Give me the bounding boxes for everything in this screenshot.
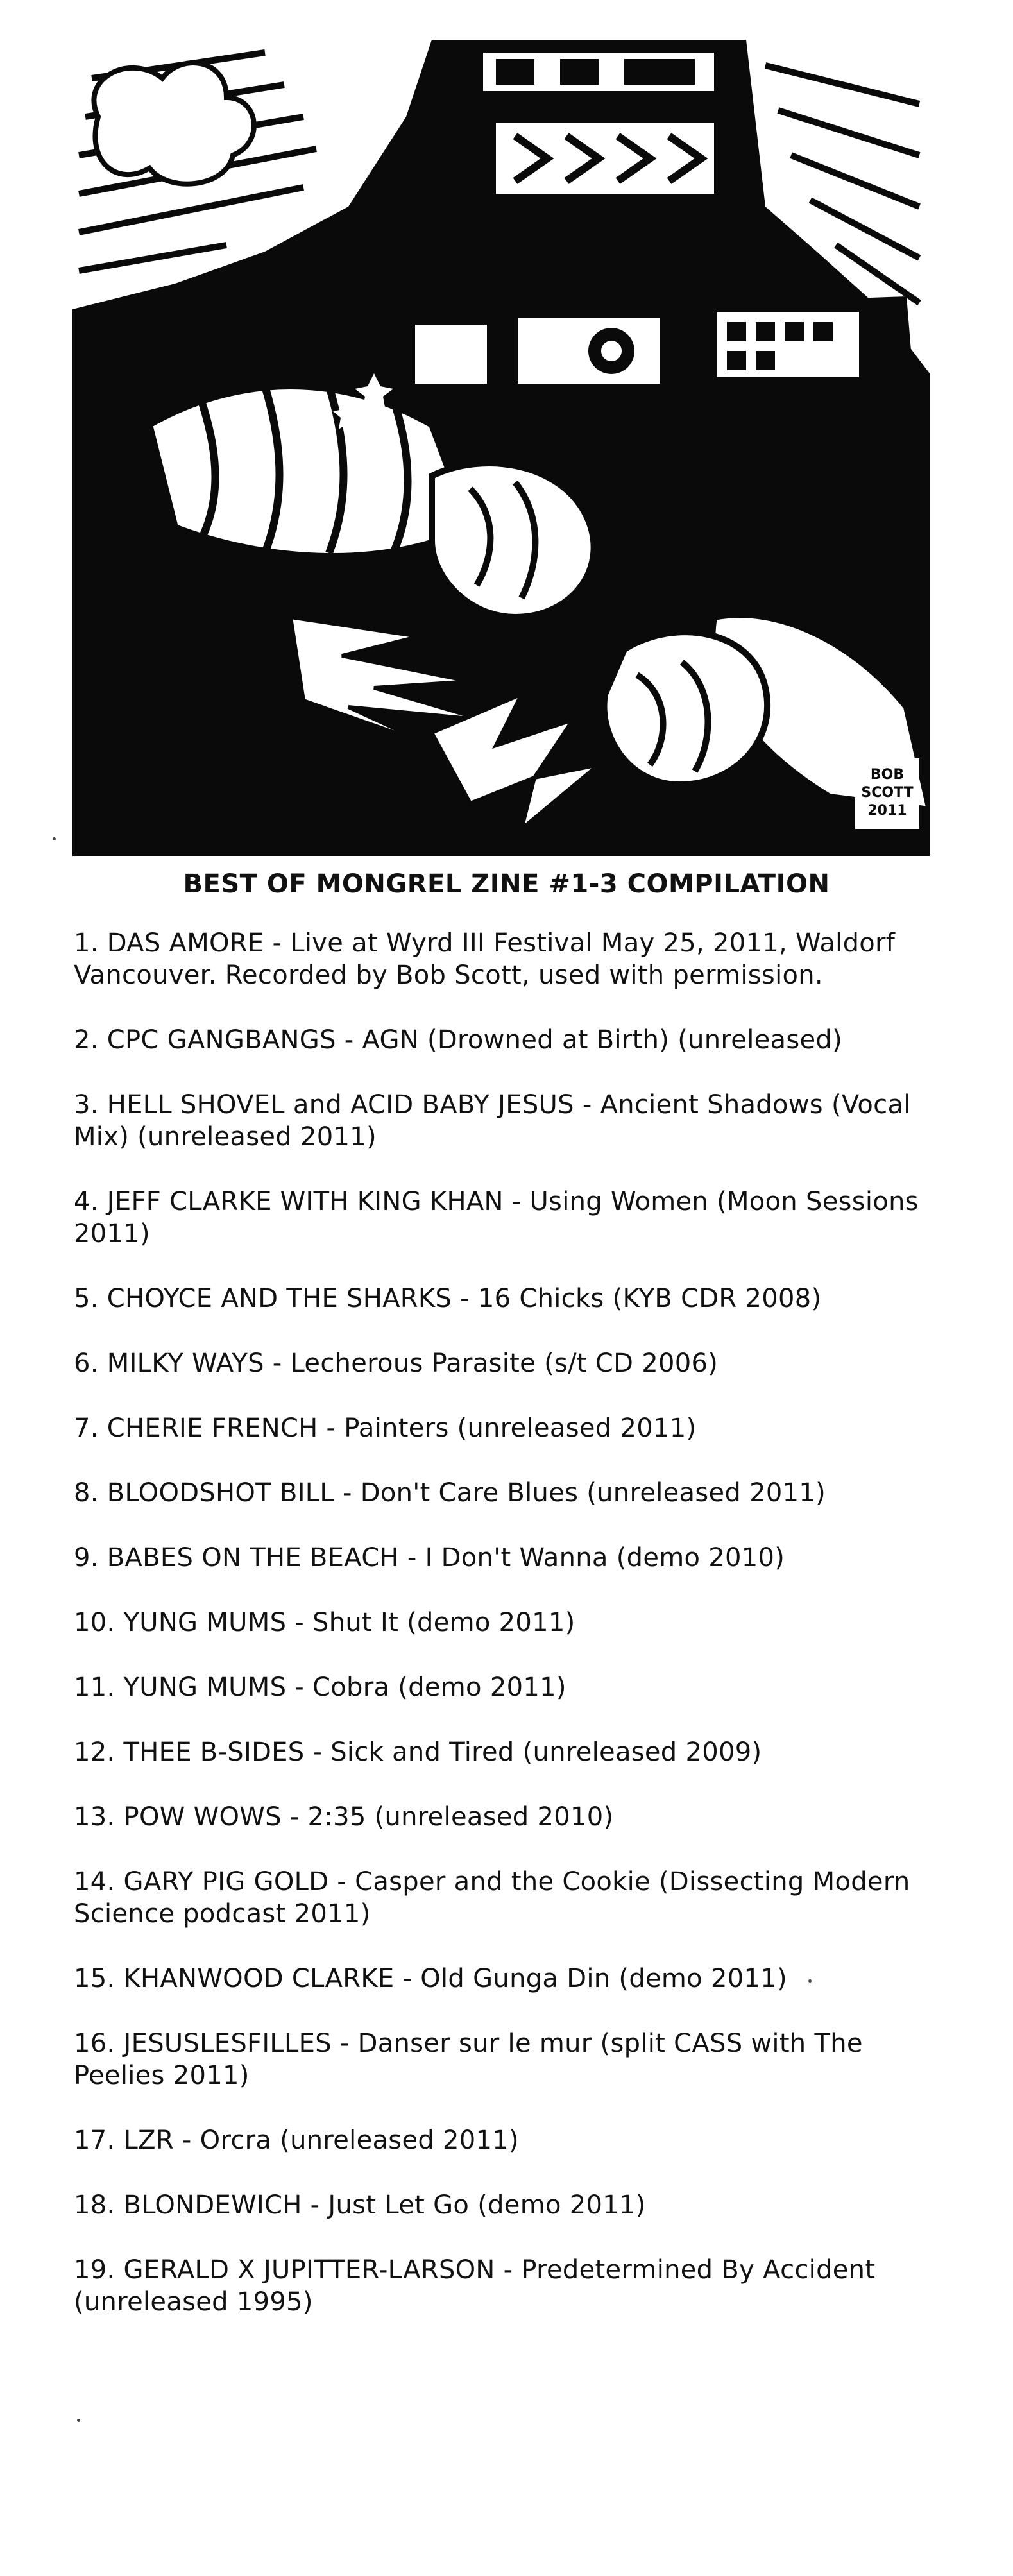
svg-text:2011: 2011 bbox=[867, 803, 907, 819]
track-item: 14. GARY PIG GOLD - Casper and the Cookie (Dissecting Modern Science podcast 2011) bbox=[74, 1867, 910, 1929]
track-item: 7. CHERIE FRENCH - Painters (unreleased 2011) bbox=[74, 1413, 697, 1443]
scan-speck bbox=[77, 2419, 80, 2422]
scan-speck bbox=[808, 1979, 812, 1983]
track-item: 19. GERALD X JUPITTER-LARSON - Predetermined By Accident (unreleased 1995) bbox=[74, 2255, 876, 2317]
track-item: 9. BABES ON THE BEACH - I Don't Wanna (demo 2010) bbox=[74, 1543, 785, 1573]
svg-text:BOB: BOB bbox=[870, 767, 905, 783]
track-item: 1. DAS AMORE - Live at Wyrd III Festival May 25, 2011, Waldorf Vancouver. Recorded by Bob Scott, used with permission. bbox=[74, 928, 896, 990]
cover-artwork bbox=[72, 40, 930, 856]
track-item: 18. BLONDEWICH - Just Let Go (demo 2011) bbox=[74, 2190, 646, 2220]
track-item: 16. JESUSLESFILLES - Danser sur le mur (split CASS with The Peelies 2011) bbox=[74, 2029, 863, 2090]
compilation-title: BEST OF MONGREL ZINE #1-3 COMPILATION bbox=[183, 869, 830, 899]
track-item: 3. HELL SHOVEL and ACID BABY JESUS - Ancient Shadows (Vocal Mix) (unreleased 2011) bbox=[74, 1090, 911, 1152]
track-item: 5. CHOYCE AND THE SHARKS - 16 Chicks (KYB CDR 2008) bbox=[74, 1284, 822, 1313]
track-item: 12. THEE B-SIDES - Sick and Tired (unreleased 2009) bbox=[74, 1737, 762, 1767]
svg-text:SCOTT: SCOTT bbox=[861, 785, 914, 801]
track-item: 2. CPC GANGBANGS - AGN (Drowned at Birth) (unreleased) bbox=[74, 1025, 842, 1055]
track-item: 11. YUNG MUMS - Cobra (demo 2011) bbox=[74, 1673, 566, 1702]
track-item: 6. MILKY WAYS - Lecherous Parasite (s/t CD 2006) bbox=[74, 1349, 719, 1378]
track-item: 13. POW WOWS - 2:35 (unreleased 2010) bbox=[74, 1802, 614, 1832]
track-item: 4. JEFF CLARKE WITH KING KHAN - Using Women (Moon Sessions 2011) bbox=[74, 1187, 919, 1249]
track-item: 8. BLOODSHOT BILL - Don't Care Blues (unreleased 2011) bbox=[74, 1478, 826, 1508]
track-list bbox=[74, 927, 933, 2318]
track-item: 15. KHANWOOD CLARKE - Old Gunga Din (demo 2011) bbox=[74, 1964, 787, 1993]
track-item: 17. LZR - Orcra (unreleased 2011) bbox=[74, 2126, 519, 2155]
scan-speck bbox=[53, 837, 56, 840]
track-item: 10. YUNG MUMS - Shut It (demo 2011) bbox=[74, 1608, 575, 1637]
robot-fist-illustration-icon bbox=[72, 40, 930, 856]
